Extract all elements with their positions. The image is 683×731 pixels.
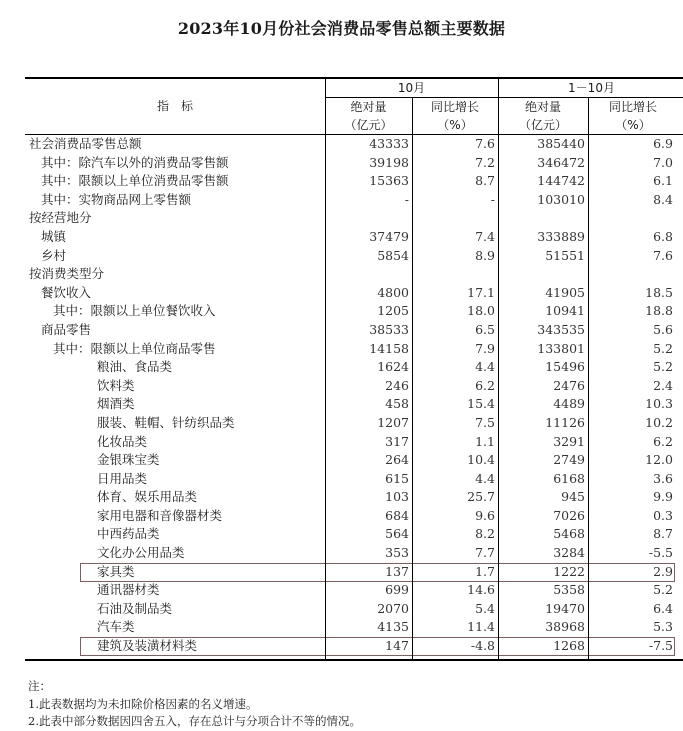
table-row	[25, 265, 683, 284]
table-row	[25, 525, 683, 544]
value-oct-yoy: 8.2	[475, 526, 495, 542]
row-label: 石油及制品类	[97, 600, 173, 616]
value-oct-abs: 1205	[377, 303, 409, 319]
table-row	[25, 563, 683, 582]
value-oct-abs: 14158	[369, 340, 409, 356]
column-divider	[325, 135, 326, 659]
value-ytd-yoy: 12.0	[645, 452, 673, 468]
value-oct-abs: 1624	[377, 359, 409, 375]
value-oct-yoy: 7.4	[475, 228, 495, 244]
value-oct-abs: 39198	[369, 154, 409, 170]
table-body	[25, 135, 683, 656]
value-ytd-abs: 11126	[545, 414, 585, 430]
row-label: 其中：实物商品网上零售额	[41, 191, 192, 207]
value-oct-abs: 615	[385, 470, 409, 486]
value-ytd-abs: 2749	[553, 452, 585, 468]
value-ytd-yoy: 6.1	[653, 173, 673, 189]
table-row	[25, 581, 683, 600]
table-row	[25, 321, 683, 340]
value-oct-yoy: 4.4	[475, 359, 495, 375]
value-ytd-yoy: 3.6	[653, 470, 673, 486]
row-label: 乡村	[41, 247, 67, 263]
table-row	[25, 600, 683, 619]
value-oct-abs: 147	[385, 638, 409, 654]
table-row	[25, 470, 683, 489]
row-label: 餐饮收入	[41, 284, 92, 300]
row-label: 体育、娱乐用品类	[97, 489, 198, 505]
value-oct-yoy: 14.6	[467, 582, 495, 598]
table-row	[25, 228, 683, 247]
value-ytd-abs: 15496	[545, 359, 585, 375]
row-label: 烟酒类	[97, 396, 135, 412]
table-row	[25, 247, 683, 266]
value-ytd-yoy: 18.8	[645, 303, 673, 319]
table-row	[25, 154, 683, 173]
value-oct-yoy: 6.5	[475, 321, 495, 337]
value-oct-yoy: 5.4	[475, 600, 495, 616]
value-oct-abs: 317	[385, 433, 409, 449]
value-oct-yoy: 25.7	[467, 489, 495, 505]
highlight-box	[80, 563, 675, 582]
row-label: 其中：限额以上单位餐饮收入	[53, 303, 216, 319]
row-label: 粮油、食品类	[97, 359, 173, 375]
value-oct-yoy: 7.9	[475, 340, 495, 356]
value-ytd-abs: 6168	[553, 470, 585, 486]
row-label: 服装、鞋帽、针纺织品类	[97, 414, 235, 430]
table-row	[25, 618, 683, 637]
value-oct-abs: 699	[385, 582, 409, 598]
value-oct-yoy: 8.7	[475, 173, 495, 189]
footnotes	[28, 678, 361, 731]
table-row	[25, 135, 683, 154]
table-row	[25, 433, 683, 452]
table-row	[25, 637, 683, 656]
value-ytd-abs: 144742	[537, 173, 585, 189]
row-label: 汽车类	[97, 619, 135, 635]
value-oct-abs: 4135	[377, 619, 409, 635]
table-row	[25, 284, 683, 303]
row-label: 通讯器材类	[97, 582, 160, 598]
row-label: 日用品类	[97, 470, 148, 486]
value-ytd-abs: 2476	[553, 377, 585, 393]
value-ytd-yoy: 5.2	[653, 359, 673, 375]
header-col-ytd-abs: 绝对量 （亿元）	[518, 100, 567, 132]
value-ytd-abs: 346472	[537, 154, 585, 170]
value-oct-abs: 5854	[377, 247, 409, 263]
value-oct-yoy: 9.6	[475, 507, 495, 523]
table-row	[25, 209, 683, 228]
header-col-ytd-yoy: 同比增长 （%）	[608, 100, 657, 132]
value-ytd-yoy: 6.8	[653, 228, 673, 244]
value-ytd-yoy: 9.9	[653, 489, 673, 505]
value-oct-yoy: 8.9	[475, 247, 495, 263]
value-oct-abs: 38533	[369, 321, 409, 337]
value-ytd-abs: 19470	[545, 600, 585, 616]
value-ytd-yoy: 6.9	[653, 136, 673, 151]
value-oct-yoy: 6.2	[475, 377, 495, 393]
value-oct-yoy: 15.4	[467, 396, 495, 412]
value-ytd-yoy: 7.0	[653, 154, 673, 170]
value-ytd-yoy: 6.4	[653, 600, 673, 616]
row-label: 商品零售	[41, 321, 92, 337]
highlight-box	[80, 637, 675, 656]
value-oct-abs: 264	[385, 452, 409, 468]
value-ytd-yoy: 5.3	[653, 619, 673, 635]
value-oct-abs: 15363	[369, 173, 409, 189]
table-row	[25, 488, 683, 507]
value-oct-abs: 4800	[377, 284, 409, 300]
row-label: 饮料类	[97, 377, 135, 393]
row-label: 文化办公用品类	[97, 545, 185, 561]
value-ytd-yoy: 0.3	[653, 507, 673, 523]
value-ytd-abs: 385440	[537, 136, 585, 151]
value-oct-yoy: 4.4	[475, 470, 495, 486]
note-1: 1.此表数据均为未扣除价格因素的名义增速。	[28, 696, 258, 711]
value-ytd-yoy: 2.9	[653, 563, 673, 579]
value-oct-yoy: 1.1	[475, 433, 495, 449]
notes-heading: 注：	[28, 679, 51, 693]
value-oct-abs: 353	[385, 545, 409, 561]
value-ytd-abs: 41905	[545, 284, 585, 300]
row-label: 建筑及装潢材料类	[97, 638, 198, 654]
value-oct-abs: 103	[385, 489, 409, 505]
table-row	[25, 172, 683, 191]
value-oct-yoy: 10.4	[467, 452, 495, 468]
header-col-oct-abs: 绝对量 （亿元）	[344, 100, 393, 132]
value-ytd-yoy: 7.6	[653, 247, 673, 263]
value-ytd-abs: 5358	[553, 582, 585, 598]
table-row	[25, 507, 683, 526]
value-ytd-abs: 3291	[553, 433, 585, 449]
row-label: 中西药品类	[97, 526, 160, 542]
value-oct-yoy: 7.6	[475, 136, 495, 151]
row-label: 家用电器和音像器材类	[97, 507, 223, 523]
value-ytd-abs: 51551	[545, 247, 585, 263]
value-oct-abs: 2070	[377, 600, 409, 616]
value-oct-abs: 1207	[377, 414, 409, 430]
value-oct-abs: 246	[385, 377, 409, 393]
table-row	[25, 395, 683, 414]
value-oct-yoy: 11.4	[467, 619, 495, 635]
row-label: 化妆品类	[97, 433, 148, 449]
value-oct-yoy: 7.7	[475, 545, 495, 561]
value-oct-abs: 37479	[369, 228, 409, 244]
value-ytd-yoy: 10.3	[645, 396, 673, 412]
value-oct-abs: 564	[385, 526, 409, 542]
value-oct-abs: 458	[385, 396, 409, 412]
row-label: 金银珠宝类	[97, 452, 160, 468]
value-ytd-yoy: 2.4	[653, 377, 673, 393]
value-ytd-abs: 1268	[553, 638, 585, 654]
value-ytd-yoy: 10.2	[645, 414, 673, 430]
value-ytd-yoy: 6.2	[653, 433, 673, 449]
table-row	[25, 544, 683, 563]
header-group-jan-oct: 1－10月	[568, 81, 615, 95]
table-row	[25, 191, 683, 210]
value-ytd-abs: 333889	[537, 228, 585, 244]
value-ytd-yoy: 5.6	[653, 321, 673, 337]
table-row	[25, 377, 683, 396]
table-bottom-rule	[25, 659, 683, 661]
value-ytd-abs: 4489	[553, 396, 585, 412]
row-label: 其中：限额以上单位商品零售	[53, 340, 216, 356]
value-ytd-abs: 103010	[537, 191, 585, 207]
column-divider	[498, 135, 499, 659]
column-divider	[588, 135, 589, 659]
value-oct-yoy: -	[490, 191, 495, 207]
value-ytd-abs: 7026	[553, 507, 585, 523]
value-oct-abs: 137	[385, 563, 409, 579]
table-row	[25, 414, 683, 433]
value-oct-abs: 684	[385, 507, 409, 523]
value-ytd-yoy: -7.5	[648, 638, 673, 654]
header-indicator: 指 标	[156, 99, 193, 113]
row-label: 社会消费品零售总额	[29, 136, 142, 151]
value-oct-yoy: 17.1	[467, 284, 495, 300]
row-label: 家具类	[97, 563, 135, 579]
value-oct-yoy: 18.0	[467, 303, 495, 319]
table-header	[25, 79, 683, 135]
value-ytd-abs: 1222	[553, 563, 585, 579]
value-ytd-abs: 133801	[537, 340, 585, 356]
value-ytd-yoy: 5.2	[653, 582, 673, 598]
table-row	[25, 358, 683, 377]
note-2: 2.此表中部分数据因四舍五入，存在总计与分项合计不等的情况。	[28, 714, 361, 728]
value-oct-abs: -	[404, 191, 409, 207]
value-ytd-yoy: -5.5	[648, 545, 673, 561]
row-label: 城镇	[41, 228, 67, 244]
value-ytd-abs: 5468	[553, 526, 585, 542]
value-ytd-abs: 945	[561, 489, 585, 505]
header-group-oct: 10月	[397, 81, 426, 95]
row-label: 按经营地分	[29, 210, 92, 226]
value-ytd-abs: 10941	[545, 303, 585, 319]
value-oct-yoy: 1.7	[475, 563, 495, 579]
value-ytd-abs: 343535	[537, 321, 585, 337]
row-label: 按消费类型分	[29, 266, 105, 282]
table-row	[25, 302, 683, 321]
value-ytd-abs: 38968	[545, 619, 585, 635]
value-ytd-abs: 3284	[553, 545, 585, 561]
column-divider	[412, 135, 413, 659]
value-ytd-yoy: 5.2	[653, 340, 673, 356]
value-ytd-yoy: 18.5	[645, 284, 673, 300]
header-col-oct-yoy: 同比增长 （%）	[430, 100, 479, 132]
value-oct-abs: 43333	[369, 136, 409, 151]
value-oct-yoy: 7.2	[475, 154, 495, 170]
page-title: 2023年10月份社会消费品零售总额主要数据	[177, 19, 506, 38]
value-oct-yoy: -4.8	[470, 638, 495, 654]
value-ytd-yoy: 8.7	[653, 526, 673, 542]
row-label: 其中：除汽车以外的消费品零售额	[41, 154, 229, 170]
value-ytd-yoy: 8.4	[653, 191, 673, 207]
table-row	[25, 340, 683, 359]
table-row	[25, 451, 683, 470]
row-label: 其中：限额以上单位消费品零售额	[41, 173, 229, 189]
value-oct-yoy: 7.5	[475, 414, 495, 430]
